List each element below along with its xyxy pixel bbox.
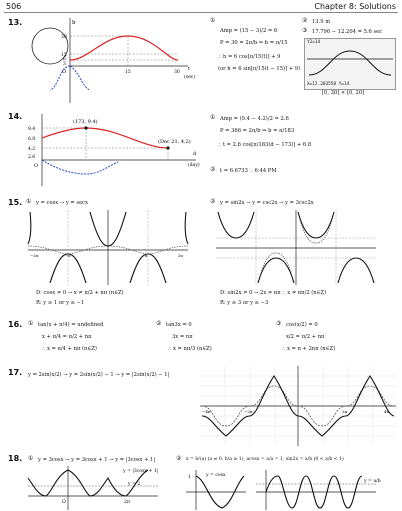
max-point-label: (173, 9.4) [73, 119, 98, 125]
origin-label-14: O [34, 163, 39, 169]
header-rule [4, 12, 398, 13]
problem-18-graph-2 [186, 470, 246, 510]
p18-part2-steps: x = b/(a) (a ≠ 0, b/a ≥ 1), acosx = a/a = 1, sin2x = a/b (0 < a/b < 1) [186, 457, 344, 462]
p16-c-line1: cos(x/2) = 0 [286, 322, 318, 328]
p16-a-line2: x + π/4 = π/2 + nπ [42, 334, 92, 340]
p18-circle-1: ① [28, 455, 34, 462]
height-curve-blue [50, 66, 70, 90]
tick-2pi-17: 2π [342, 409, 348, 414]
page-number: 506 [6, 2, 22, 11]
calc-window-13: [0, 30] × [0, 20] [322, 90, 365, 96]
chapter-title: Chapter 8: Solutions [314, 2, 396, 11]
problem-17-number: 17. [8, 368, 23, 377]
calculator-screen-13 [304, 38, 396, 90]
p16-b-line2: 3x = nπ [172, 334, 193, 340]
p14-circle-2: ② [210, 166, 216, 173]
p15-part1-steps: y = cosx → y = secx [36, 200, 88, 206]
lab-one: 1 [188, 475, 191, 480]
y26-label: 2.6 [28, 155, 36, 160]
t-unit-label: (sec) [184, 75, 196, 80]
calc-plot [307, 45, 393, 81]
dec-point-label: (Dec 21, 4.2) [158, 139, 191, 145]
problem-18-number: 18. [8, 454, 23, 463]
problem-18-graph-3 [256, 470, 396, 510]
d-axis-label: d [193, 151, 197, 157]
daylight-curve-blue [42, 160, 118, 174]
p15-part2-range: R: y ≥ 3 or y ≤ −3 [220, 300, 269, 306]
p15-circle-1: ① [26, 198, 32, 205]
p13-equation-alt: (or h = 6 sin[π/15(t − 15)] + 9) [218, 66, 301, 72]
p14-circle-1: ① [210, 114, 216, 121]
problem-17-graph [200, 366, 396, 446]
lab-origin-18: O [62, 500, 66, 505]
tick-neg-2pi-17: −2π [244, 409, 253, 414]
p18-part1-steps: y = 3cosx → y = 3cosx + 1 → y = |3cosx + 1| [38, 457, 156, 463]
problem-18-graph-1 [28, 466, 168, 510]
h-axis-label: h [72, 20, 76, 26]
p16-a-line3: ∴ x = π/4 + nπ (n∈Z) [42, 346, 97, 352]
p16-circle-1: ① [28, 320, 34, 327]
p16-c-line3: ∴ x = π + 2nπ (n∈Z) [282, 346, 336, 352]
p13-circle-1: ① [210, 17, 216, 24]
p16-c-line2: x/2 = π/2 + nπ [286, 334, 325, 340]
x30-label: 30 [174, 70, 180, 75]
problem-14-number: 14. [8, 112, 23, 121]
p16-b-line1: tan3x = 0 [166, 322, 192, 328]
t-axis-label: t [188, 66, 191, 72]
tick-neg-pi: −π [65, 253, 71, 258]
p13-part2-answer: 13.9 m [312, 19, 331, 25]
p14-amplitude: Amp = (9.4 − 4.2)/2 = 2.6 [220, 116, 289, 122]
secant-graph [28, 210, 188, 285]
lab-2pi-18: 2π [124, 500, 130, 505]
p15-part2-domain: D: sin2x ≠ 0 → 2x ≠ nπ ∴ x ≠ nπ/2 (n∈Z) [220, 290, 327, 296]
y68-label: 6.8 [28, 137, 36, 142]
y3-label: 3 [63, 62, 66, 67]
p13-period: P = 30 = 2π/b ⇒ b = π/15 [220, 40, 288, 46]
p14-part2-answer: t = 6.6733 ∴ 6:44 PM [220, 168, 277, 174]
y42-label: 4.2 [28, 147, 36, 152]
lab-cosx: y = cosx [206, 473, 226, 478]
origin-label: O [62, 69, 67, 75]
tick-4pi: 4π [384, 409, 390, 414]
problem-13-number: 13. [8, 18, 23, 27]
p15-part1-range: R: y ≥ 1 or y ≤ −1 [36, 300, 85, 306]
height-curve-red [70, 36, 178, 60]
cosecant-graph [216, 210, 376, 285]
p13-circle-3: ③ [302, 27, 308, 34]
p14-equation: ∴ t = 2.6 cos[π/183(d − 173)] + 6.8 [218, 142, 312, 148]
p16-b-line3: ∴ x = nπ/3 (n∈Z) [168, 346, 212, 352]
calc-top-text: Y2=14 [307, 40, 321, 45]
daylight-curve-red [42, 128, 168, 148]
max-point [84, 126, 87, 129]
tick-neg-2pi: −2π [30, 253, 39, 258]
y30-label: 30 [61, 35, 67, 40]
problem-15-number: 15. [8, 198, 23, 207]
x15-label: 15 [125, 70, 131, 75]
p15-circle-2: ② [210, 198, 216, 205]
tick-pi: π [145, 253, 148, 258]
p15-part1-domain: D: cosx ≠ 0 → x ≠ π/2 + nπ (n∈Z) [36, 290, 124, 296]
p14-period: P = 366 = 2π/b ⇒ b = π/183 [220, 128, 295, 134]
tick-neg-4pi: −4π [202, 409, 211, 414]
y94-label: 9.4 [28, 127, 36, 132]
problem-14-graph [28, 114, 208, 192]
p16-a-line1: tan(x + π/4) = undefined [38, 322, 104, 328]
problem-16-number: 16. [8, 320, 23, 329]
lab-abs: y = |3cosx + 1| [123, 469, 159, 474]
problem-13-graph [28, 18, 198, 108]
p13-equation: ∴ h = 6 cos[π/15(t)] + 9 [218, 54, 281, 60]
dec-point [166, 146, 169, 149]
p13-amplitude: Amp = (15 − 3)/2 = 6 [220, 28, 278, 34]
p13-circle-2: ② [302, 17, 308, 24]
d-unit-label: (day) [188, 163, 200, 168]
lab-y2: y = 2 [128, 482, 141, 487]
p16-circle-2: ② [156, 320, 162, 327]
p17-steps: y = 2sin(x/2) → y = 2sin(x/2) − 1 → y = |2sin(x/2) − 1| [28, 372, 170, 378]
lab-a-over-b: y = a/b [364, 479, 381, 484]
y15-label: 15 [61, 53, 67, 58]
y6-label: 6 [63, 57, 66, 62]
p18-circle-2: ② [176, 455, 182, 462]
p15-part2-steps: y = sin2x → y = csc2x → y = 3csc2x [220, 200, 314, 206]
calc-bottom-text: X=12.203558 Y=14 [307, 82, 350, 87]
tick-2pi: 2π [178, 253, 183, 258]
p16-circle-3: ③ [276, 320, 282, 327]
p13-part3-answer: 17.796 − 12.204 = 5.6 sec [312, 29, 383, 35]
